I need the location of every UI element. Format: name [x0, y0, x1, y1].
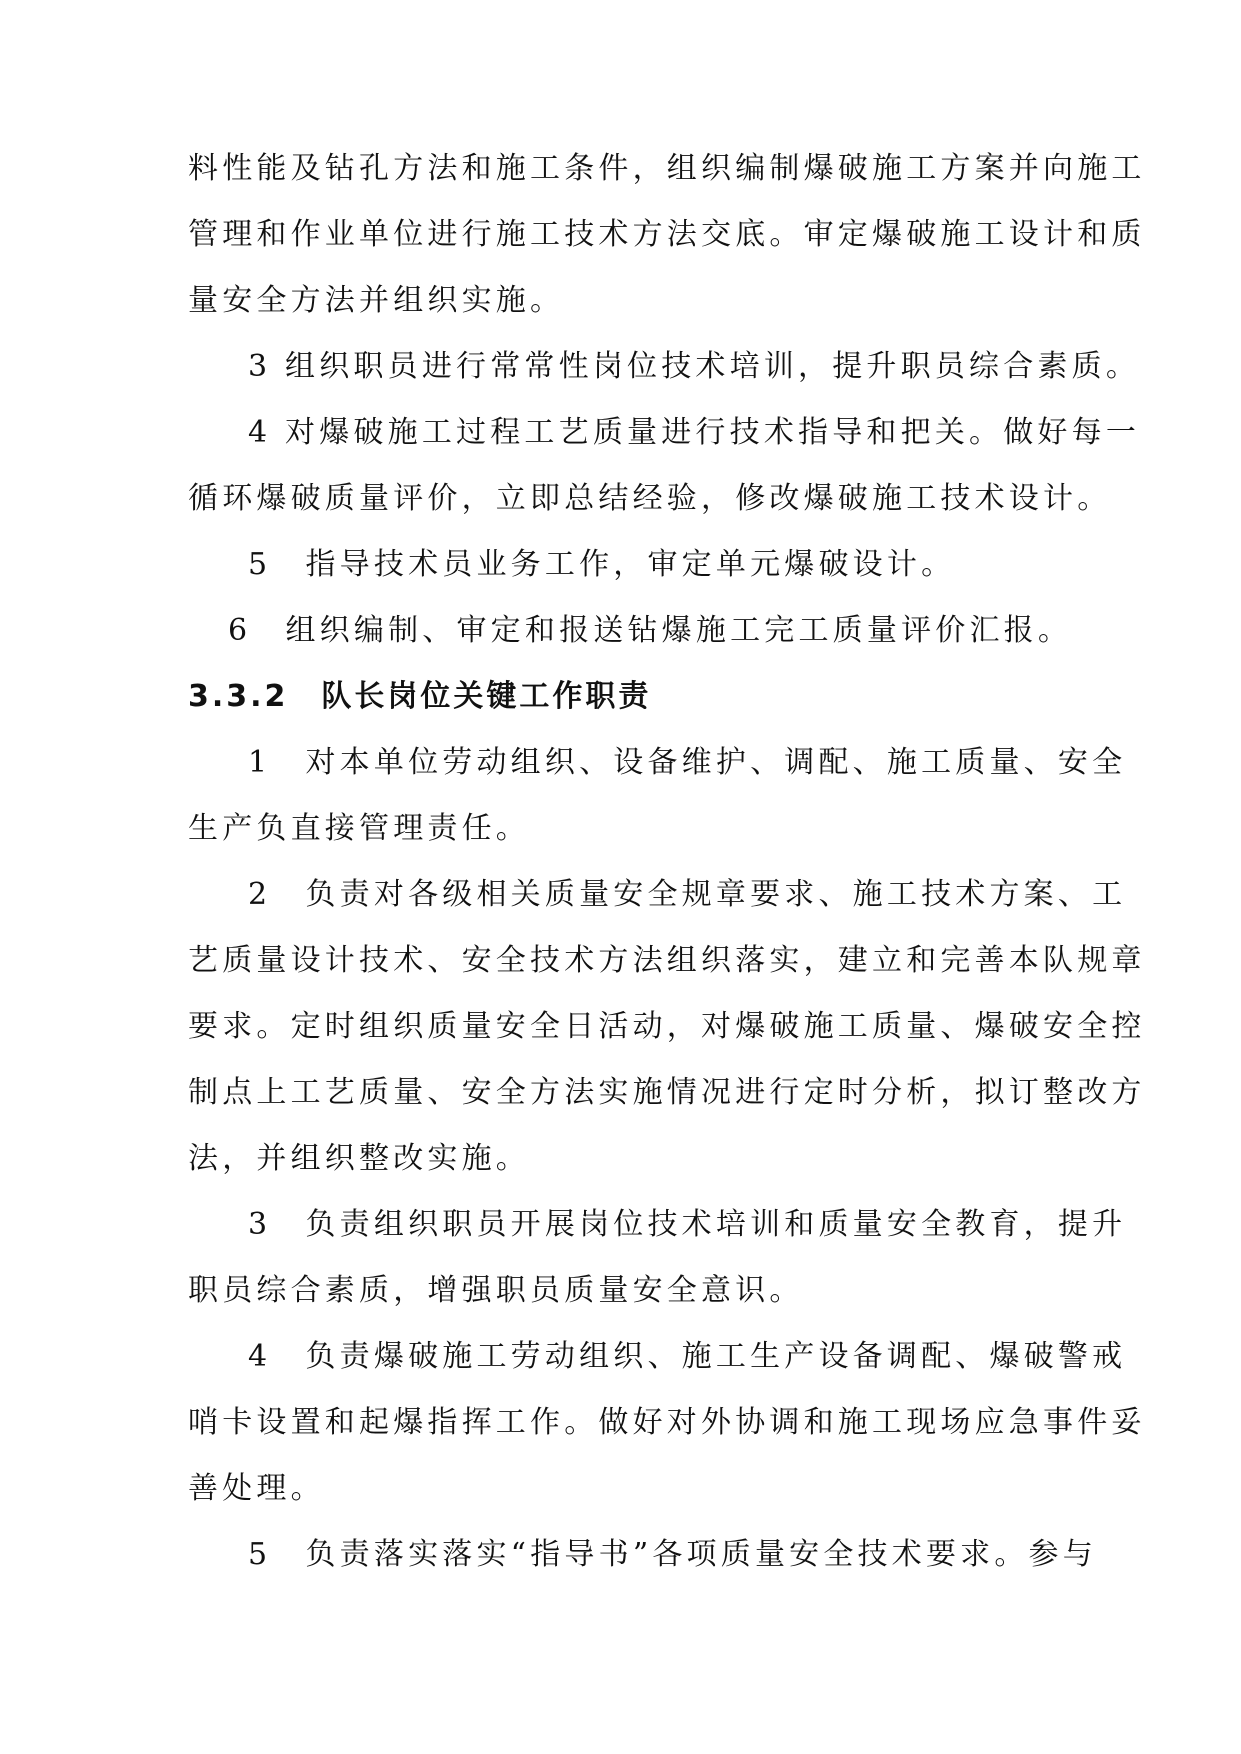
paragraph-line: 循环爆破质量评价，立即总结经验，修改爆破施工技术设计。: [188, 481, 1112, 516]
paragraph-line: 料性能及钻孔方法和施工条件，组织编制爆破施工方案并向施工: [188, 151, 1146, 186]
paragraph-line: 哨卡设置和起爆指挥工作。做好对外协调和施工现场应急事件妥: [188, 1405, 1146, 1440]
paragraph-line: 艺质量设计技术、安全技术方法组织落实，建立和完善本队规章: [188, 943, 1146, 978]
list-item-1: 1 对本单位劳动组织、设备维护、调配、施工质量、安全: [248, 745, 1127, 780]
document-page: [188, 150, 1146, 1602]
list-item-3: 3 负责组织职员开展岗位技术培训和质量安全教育，提升: [248, 1207, 1127, 1242]
paragraph-line: 法，并组织整改实施。: [188, 1141, 530, 1176]
paragraph-line: 生产负直接管理责任。: [188, 811, 530, 846]
paragraph-line: 善处理。: [188, 1471, 325, 1506]
list-item-5: 5 负责落实落实“指导书”各项质量安全技术要求。参与: [248, 1537, 1097, 1572]
list-item-6: 6 组织编制、审定和报送钻爆施工完工质量评价汇报。: [228, 613, 1073, 648]
paragraph-line: 职员综合素质，增强职员质量安全意识。: [188, 1273, 804, 1308]
section-heading: 3.3.2 队长岗位关键工作职责: [188, 679, 652, 714]
paragraph-line: 制点上工艺质量、安全方法实施情况进行定时分析，拟订整改方: [188, 1075, 1146, 1110]
paragraph-line: 量安全方法并组织实施。: [188, 283, 565, 318]
paragraph-line: 要求。定时组织质量安全日活动，对爆破施工质量、爆破安全控: [188, 1009, 1146, 1044]
paragraph-line: 管理和作业单位进行施工技术方法交底。审定爆破施工设计和质: [188, 217, 1146, 252]
list-item-4: 4 对爆破施工过程工艺质量进行技术指导和把关。做好每一: [248, 415, 1141, 450]
list-item-5: 5 指导技术员业务工作，审定单元爆破设计。: [248, 547, 956, 582]
list-item-2: 2 负责对各级相关质量安全规章要求、施工技术方案、工: [248, 877, 1127, 912]
list-item-4: 4 负责爆破施工劳动组织、施工生产设备调配、爆破警戒: [248, 1339, 1127, 1374]
list-item-3: 3 组织职员进行常常性岗位技术培训，提升职员综合素质。: [248, 349, 1141, 384]
